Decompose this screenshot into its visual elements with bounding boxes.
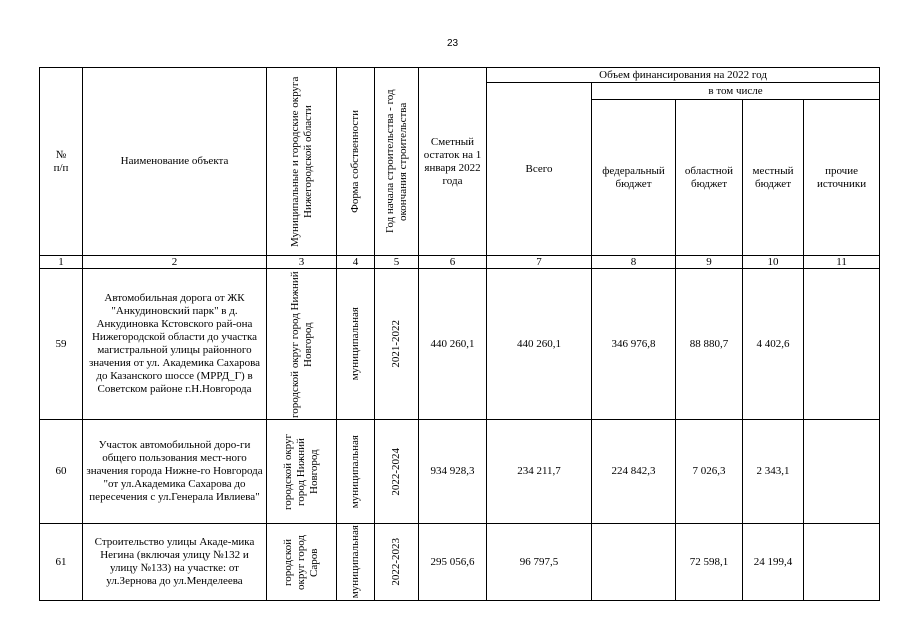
header-regional: областной бюджет <box>676 100 743 256</box>
row-municipality: городской округ город Нижний Новгород <box>267 420 337 524</box>
index-cell: 4 <box>337 256 375 269</box>
header-federal: федеральный бюджет <box>592 100 676 256</box>
financing-table <box>39 67 880 601</box>
index-cell: 7 <box>487 256 592 269</box>
row-total: 96 797,5 <box>487 524 592 601</box>
row-balance: 440 260,1 <box>419 269 487 420</box>
row-federal <box>592 524 676 601</box>
row-other <box>804 420 880 524</box>
row-years: 2022-2023 <box>375 524 419 601</box>
row-ownership: муниципальная <box>337 420 375 524</box>
row-regional: 72 598,1 <box>676 524 743 601</box>
header-name: Наименование объекта <box>83 68 267 256</box>
index-cell: 5 <box>375 256 419 269</box>
table-row <box>40 269 880 420</box>
row-municipality: городской округ город Саров <box>267 524 337 601</box>
row-ownership: муниципальная <box>337 269 375 420</box>
index-cell: 9 <box>676 256 743 269</box>
column-index-row <box>40 256 880 269</box>
header-including-group: в том числе <box>592 83 880 100</box>
row-years: 2021-2022 <box>375 269 419 420</box>
header-num: № п/п <box>40 68 83 256</box>
row-regional: 88 880,7 <box>676 269 743 420</box>
row-num: 60 <box>40 420 83 524</box>
index-cell: 1 <box>40 256 83 269</box>
header-years: Год начала строительства - год окончания строительства <box>375 68 419 256</box>
index-cell: 8 <box>592 256 676 269</box>
row-ownership: муниципальная <box>337 524 375 601</box>
row-other <box>804 269 880 420</box>
row-federal: 224 842,3 <box>592 420 676 524</box>
row-local: 2 343,1 <box>743 420 804 524</box>
header-local: местный бюджет <box>743 100 804 256</box>
row-balance: 295 056,6 <box>419 524 487 601</box>
header-balance: Сметный остаток на 1 января 2022 года <box>419 68 487 256</box>
index-cell: 6 <box>419 256 487 269</box>
page-number: 23 <box>446 38 459 49</box>
header-municipality: Муниципальные и городские округа Нижегородской области <box>267 68 337 256</box>
row-name: Участок автомобильной доро-ги общего пользования мест-ного значения города Нижне-го Новгорода "от ул.Академика Сахарова до пересечения с ул.Генерала Ивлиева" <box>83 420 267 524</box>
index-cell: 10 <box>743 256 804 269</box>
table-row <box>40 420 880 524</box>
row-name: Строительство улицы Акаде-мика Негина (включая улицу №132 и улицу №133) на участке: от ул.Зернова до ул.Менделеева <box>83 524 267 601</box>
row-local: 4 402,6 <box>743 269 804 420</box>
row-num: 61 <box>40 524 83 601</box>
index-cell: 2 <box>83 256 267 269</box>
row-municipality: городской округ город Нижний Новгород <box>267 269 337 420</box>
header-other: прочие источники <box>804 100 880 256</box>
header-ownership: Форма собственности <box>337 68 375 256</box>
row-other <box>804 524 880 601</box>
index-cell: 3 <box>267 256 337 269</box>
table-row <box>40 524 880 601</box>
row-balance: 934 928,3 <box>419 420 487 524</box>
header-financing-group: Объем финансирования на 2022 год <box>487 68 880 83</box>
row-regional: 7 026,3 <box>676 420 743 524</box>
row-num: 59 <box>40 269 83 420</box>
row-years: 2022-2024 <box>375 420 419 524</box>
index-cell: 11 <box>804 256 880 269</box>
row-name: Автомобильная дорога от ЖК "Анкудиновский парк" в д. Анкудиновка Кстовского рай-она Нижегородской области до участка магистральной улицы районного значения от ул. Академика Сахарова до Казанского шоссе (МРРД_Г) в Советском районе г.Н.Новгорода <box>83 269 267 420</box>
row-total: 234 211,7 <box>487 420 592 524</box>
row-total: 440 260,1 <box>487 269 592 420</box>
row-federal: 346 976,8 <box>592 269 676 420</box>
row-local: 24 199,4 <box>743 524 804 601</box>
header-total: Всего <box>487 83 592 256</box>
